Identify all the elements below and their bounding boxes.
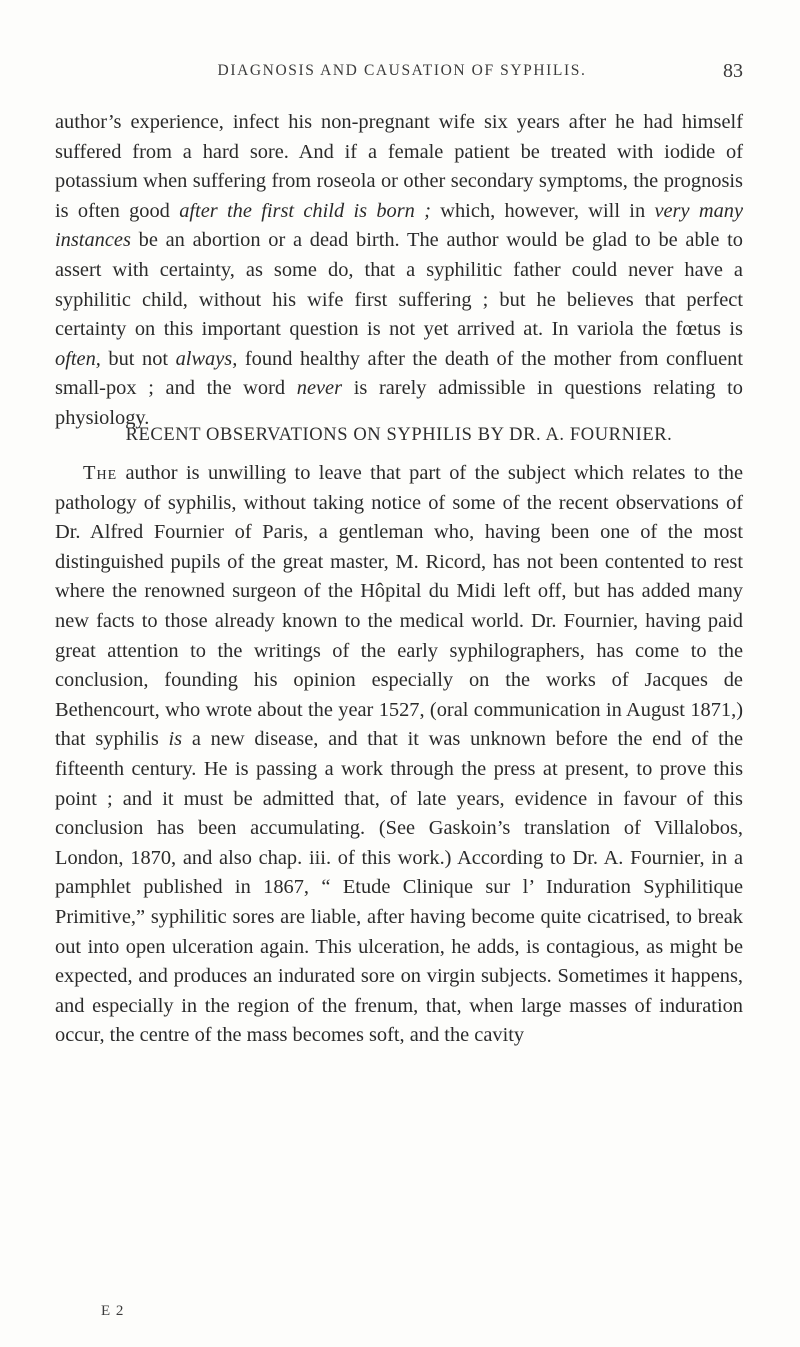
- text-run: a new disease, and that it was unknown before the end of the fifteenth century. He is passing a work through the press at present, to prove this point ; and it must be admitted that, of late years, evidence in favour of this conclusion has been accumulating. (See Gaskoin’s translation of Villalobos, London, 1870, and also chap. iii. of this work.) According to Dr. A. Fournier, in a pamphlet published in 1867, “ Etude Clinique sur l’ Induration Syphilitique Primitive,” syphilitic sores are liable, after having become quite cicatrised, to break out into open ulceration again. This ulceration, he adds, is contagious, as might be expected, and produces an indurated sore on virgin subjects. Sometimes it happens, and especially in the region of the frenum, that, when large masses of induration occur, the centre of the mass becomes soft, and the cavity: [55, 728, 743, 1047]
- italic-run: after the first child is born ;: [179, 199, 431, 222]
- paragraph-text: [55, 459, 743, 1051]
- text-run: be an abortion or a dead birth. The author would be glad to be able to assert with certainty, as some do, that a syphilitic father could never have a syphilitic child, without his wife first suffering ; but he believes that perfect certainty on this important question is not yet arrived at. In variola the fœtus is: [55, 229, 743, 341]
- italic-run: always,: [175, 347, 238, 370]
- lead-word: The: [83, 462, 118, 484]
- paragraph-continued: [55, 108, 743, 434]
- text-run: author is unwilling to leave that part of the subject which relates to the pathology of syphilis, without taking notice of some of the recent observations of Dr. Alfred Fournier of Paris, a gentleman who, having been one of the most distinguished pupils of the great master, M. Ricord, has not been contented to rest where the renowned surgeon of the Hôpital du Midi left off, but has added many new facts to those already known to the medical world. Dr. Fournier, having paid great attention to the writings of the early syphilographers, has come to the conclusion, founding his opinion especially on the works of Jacques de Bethencourt, who wrote about the year 1527, (oral communication in August 1871,) that syphilis: [55, 462, 743, 751]
- text-run: but not: [100, 347, 176, 370]
- text-run: author’s experience, infect his non-pregnant wife six years after he had himself suffered from a hard sore. And if a female patient be treated with iodide of potassium when suffering from roseola or other secondary symptoms, the prognosis is often good: [55, 111, 743, 222]
- text-run: is rarely admissible in questions relating to physiology.: [55, 377, 744, 429]
- page-number: 83: [723, 60, 743, 82]
- text-run: which, however, will in: [430, 199, 655, 222]
- text-run: found healthy after the death of the mother from confluent small-pox ; and the word: [55, 347, 743, 400]
- running-title: DIAGNOSIS AND CAUSATION OF SYPHILIS.: [217, 62, 587, 79]
- italic-run: very many instances: [55, 199, 744, 252]
- signature-mark: E 2: [101, 1303, 125, 1319]
- running-head: [0, 62, 800, 86]
- section-heading: RECENT OBSERVATIONS ON SYPHILIS BY DR. A. FOURNIER.: [125, 425, 673, 445]
- italic-run: never: [296, 377, 343, 400]
- paragraph-fournier: [55, 459, 743, 1051]
- paragraph-text: [55, 108, 743, 434]
- italic-run: often,: [55, 347, 101, 370]
- italic-run: is: [168, 728, 183, 751]
